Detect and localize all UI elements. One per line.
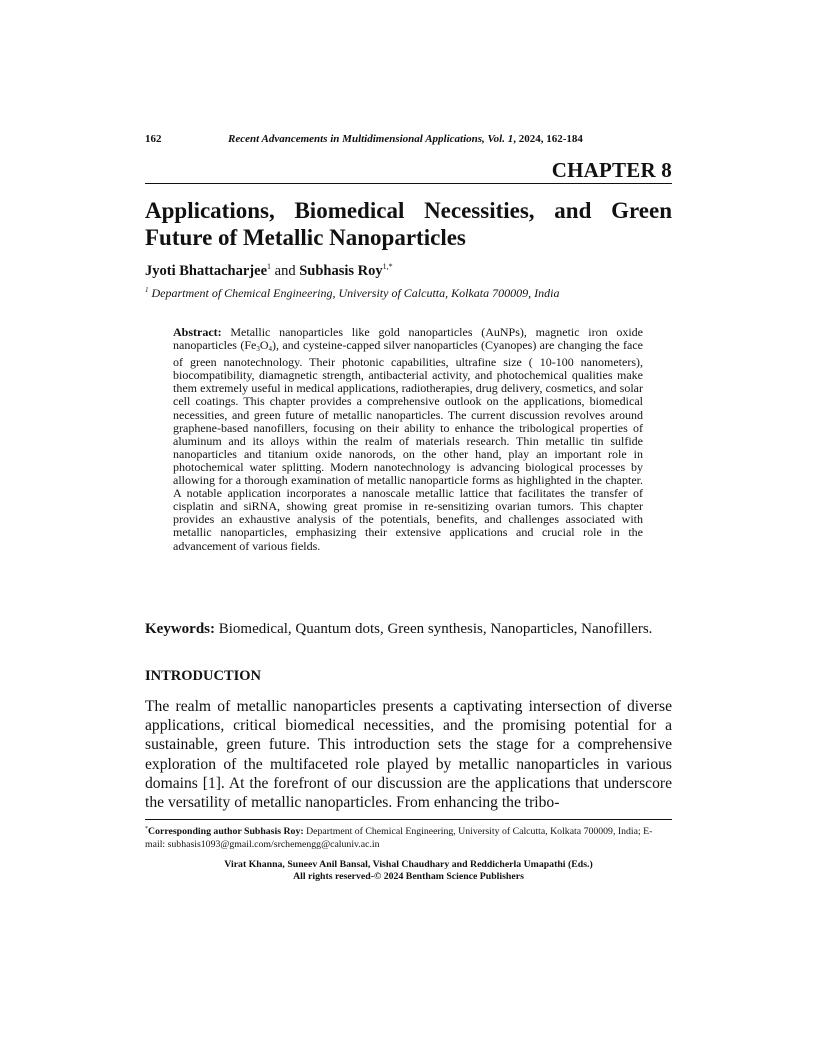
keywords — [145, 620, 672, 639]
abstract-text-2: O — [259, 338, 269, 353]
author-connector: and — [271, 263, 300, 279]
chapter-divider — [145, 183, 672, 184]
journal-name: Recent Advancements in Multidimensional Applications, Vol. 1 — [228, 133, 514, 145]
abstract — [173, 326, 643, 553]
footnote-mark: * — [145, 826, 148, 832]
publisher-info — [145, 859, 672, 883]
rights-line: All rights reserved-© 2024 Bentham Science Publishers — [293, 871, 524, 882]
footnote-text: Department of Chemical Engineering, University of Calcutta, Kolkata 700009, India; E-mail: subhasis1093@gmail.com/srchemengg@caluniv.ac.in — [145, 826, 653, 850]
chapter-label: CHAPTER 8 — [551, 158, 672, 182]
footnote-divider — [145, 819, 672, 820]
author-1-affil-mark: 1 — [267, 262, 272, 271]
abstract-label: Abstract: — [173, 325, 222, 339]
author-1: Jyoti Bhattacharjee — [145, 263, 268, 279]
section-heading-introduction: INTRODUCTION — [145, 668, 262, 684]
page-number: 162 — [145, 133, 162, 145]
affiliation — [145, 286, 559, 301]
abstract-text-3: ), and cysteine-capped silver nanoparticles (Cyanopes) are changing the face of green nanotechnology. Their photonic capabilities, ultrafine size ( 10-100 nanometers), biocompatibility, diamagnetic strength, antibacterial activity, and photochemical qualities make them extremely useful in medical applications, radiotherapies, drug delivery, cosmetics, and solar cell coatings. This chapter provides a comprehensive outlook on the applications, biomedical necessities, and green future of metallic nanoparticles. The current discussion revolves around graphene-based nanofillers, focusing on their ability to enhance the tribological properties of aluminum and its alloys within the realm of materials research. Thin metallic tin sulfide nanoparticles and titanium oxide nanorods, on the other hand, play an important role in photochemical water splitting. Modern nanotechnology is advancing biological processes by allowing for a thorough examination of metallic nanoparticle forms as highlighted in the chapter. A notable application incorporates a nanoscale metallic lattice that facilitates the transfer of cisplatin and siRNA, showing great promise in re-sensitizing ovarian tumors. This chapter provides an exhaustive analysis of the potentials, benefits, and challenges associated with metallic nanoparticles, emphasizing their extensive applications and crucial role in the advancement of various fields. — [173, 338, 643, 553]
abstract-sub-1: 3 — [256, 345, 260, 354]
journal-year-pages: , 2024, 162-184 — [513, 133, 583, 145]
journal-citation — [228, 133, 583, 145]
footnote-label: Corresponding author Subhasis Roy: — [148, 826, 304, 837]
abstract-sub-2: 4 — [268, 345, 272, 354]
corresponding-author-footnote — [145, 823, 672, 851]
affiliation-text: Department of Chemical Engineering, University of Calcutta, Kolkata 700009, India — [148, 286, 560, 300]
abstract-text-1: Metallic nanoparticles like gold nanoparticles (AuNPs), magnetic iron oxide nanoparticles (Fe — [173, 325, 643, 353]
keywords-label: Keywords: — [145, 621, 215, 637]
title-line-2: Future of Metallic Nanoparticles — [145, 225, 466, 250]
introduction-paragraph: The realm of metallic nanoparticles presents a captivating intersection of diverse applications, critical biomedical necessities, and the promising potential for a sustainable, green future. This introduction sets the stage for a comprehensive exploration of the multifaceted role played by metallic nanoparticles in various domains [1]. At the forefront of our discussion are the applications that underscore the versatility of metallic nanoparticles. From enhancing the tribo- — [145, 698, 672, 812]
title-line-1: Applications, Biomedical Necessities, and Green — [145, 198, 672, 223]
paper-title — [145, 197, 672, 251]
author-2-affil-mark: 1,* — [382, 262, 393, 271]
author-list — [145, 262, 393, 280]
author-2: Subhasis Roy — [299, 263, 383, 279]
affiliation-mark: 1 — [145, 286, 149, 294]
editors-line: Virat Khanna, Suneev Anil Bansal, Vishal Chaudhary and Reddicherla Umapathi (Eds.) — [224, 859, 593, 870]
keywords-text: Biomedical, Quantum dots, Green synthesis, Nanoparticles, Nanofillers. — [215, 621, 653, 637]
